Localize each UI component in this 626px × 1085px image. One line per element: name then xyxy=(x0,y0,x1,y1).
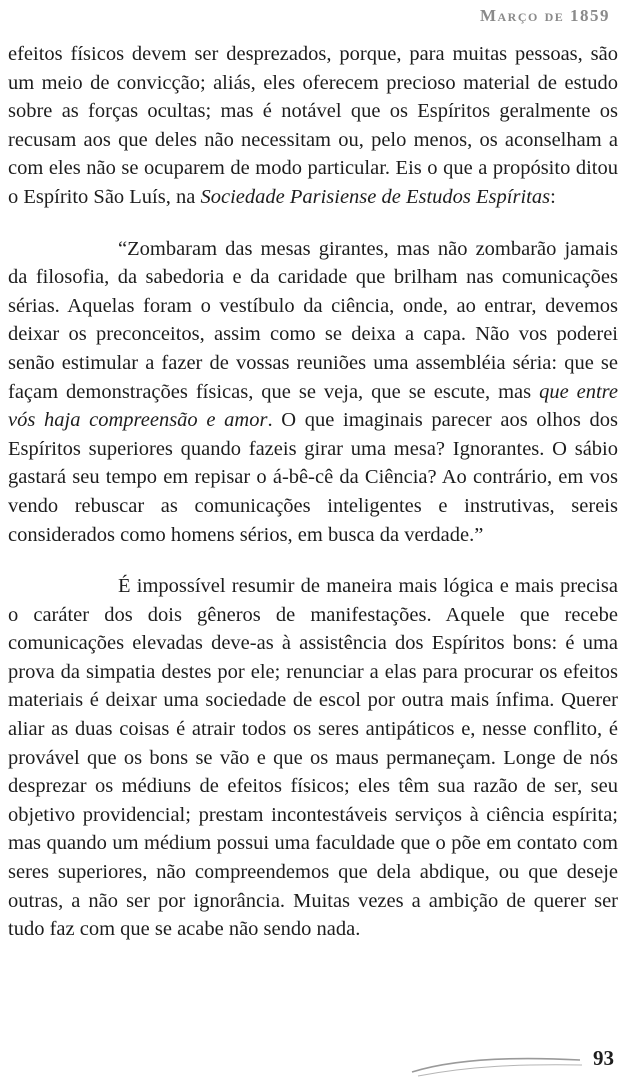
running-header: Março de 1859 xyxy=(479,6,610,25)
paragraph-3 xyxy=(8,572,618,944)
paragraph-3-text: É impossível resumir de maneira mais lógica e mais precisa o caráter dos dois gêneros de manifestações. Aquele que recebe comunicações elevadas deve-as à assistência dos Espíritos bons: é uma prova da simpatia destes por ele; renunciar a elas para procurar os efeitos materiais é deixar uma sociedade de escol por outra mais ínfima. Querer aliar as duas coisas é atrair todos os seres antipáticos e, nesse conflito, é provável que os bons se vão e que os maus permaneçam. Longe de nós desprezar os médiuns de efeitos físicos; eles têm sua razão de ser, seu objetivo providencial; prestam incontestáveis serviços à ciência espírita; mas quando um médium possui uma faculdade que o põe em contato com seres superiores, não compreendemos que dela abdique, ou que deseje outras, a não ser por ignorância. Muitas vezes a ambição de querer ser tudo faz com que se acabe não sendo nada. xyxy=(8,575,618,941)
quote-text-after: . O que imaginais parecer aos olhos dos Espíritos superiores quando fazeis girar uma mesa? Ignorantes. O sábio gastará seu tempo em repisar o á-bê-cê da Ciência? Ao contrário, em vos vendo rebuscar as comunicações inteligentes e instrutivas, sereis considerados como homens sérios, em busca da verdade.” xyxy=(8,409,619,546)
page-number: 93 xyxy=(593,1046,614,1070)
paragraph-1-text: efeitos físicos devem ser desprezados, porque, para muitas pessoas, são um meio de convicção; aliás, eles oferecem precioso material de estudo sobre as forças ocultas; mas é notável que os Espíritos geralmente os recusam aos que deles não necessitam ou, pelo menos, os aconselham a com eles não se ocuparem de modo particular. Eis o que a propósito ditou o Espírito São Luís, na xyxy=(8,43,618,208)
paragraph-2-quote xyxy=(8,235,618,550)
quote-text-before: “Zombaram das mesas girantes, mas não zombarão jamais da filosofia, da sabedoria e da caridade que brilham nas comunicações sérias. Aquelas foram o vestíbulo da ciência, onde, ao entrar, devemos deixar os preconceitos, assim como se deixa a capa. Não vos poderei senão estimular a fazer de vossas reuniões uma assembléia séria: que se façam demonstrações físicas, que se veja, que se escute, mas xyxy=(8,237,618,403)
paragraph-1 xyxy=(8,40,618,212)
footer-swoosh-ornament xyxy=(410,1040,585,1080)
quote-italic-phrase: que entre vós haja compreensão e amor xyxy=(8,380,618,432)
society-name-italic: Sociedade Parisiense de Estudos Espíritas xyxy=(200,185,551,208)
paragraph-1-end: : xyxy=(550,185,556,208)
page-body xyxy=(8,40,618,944)
